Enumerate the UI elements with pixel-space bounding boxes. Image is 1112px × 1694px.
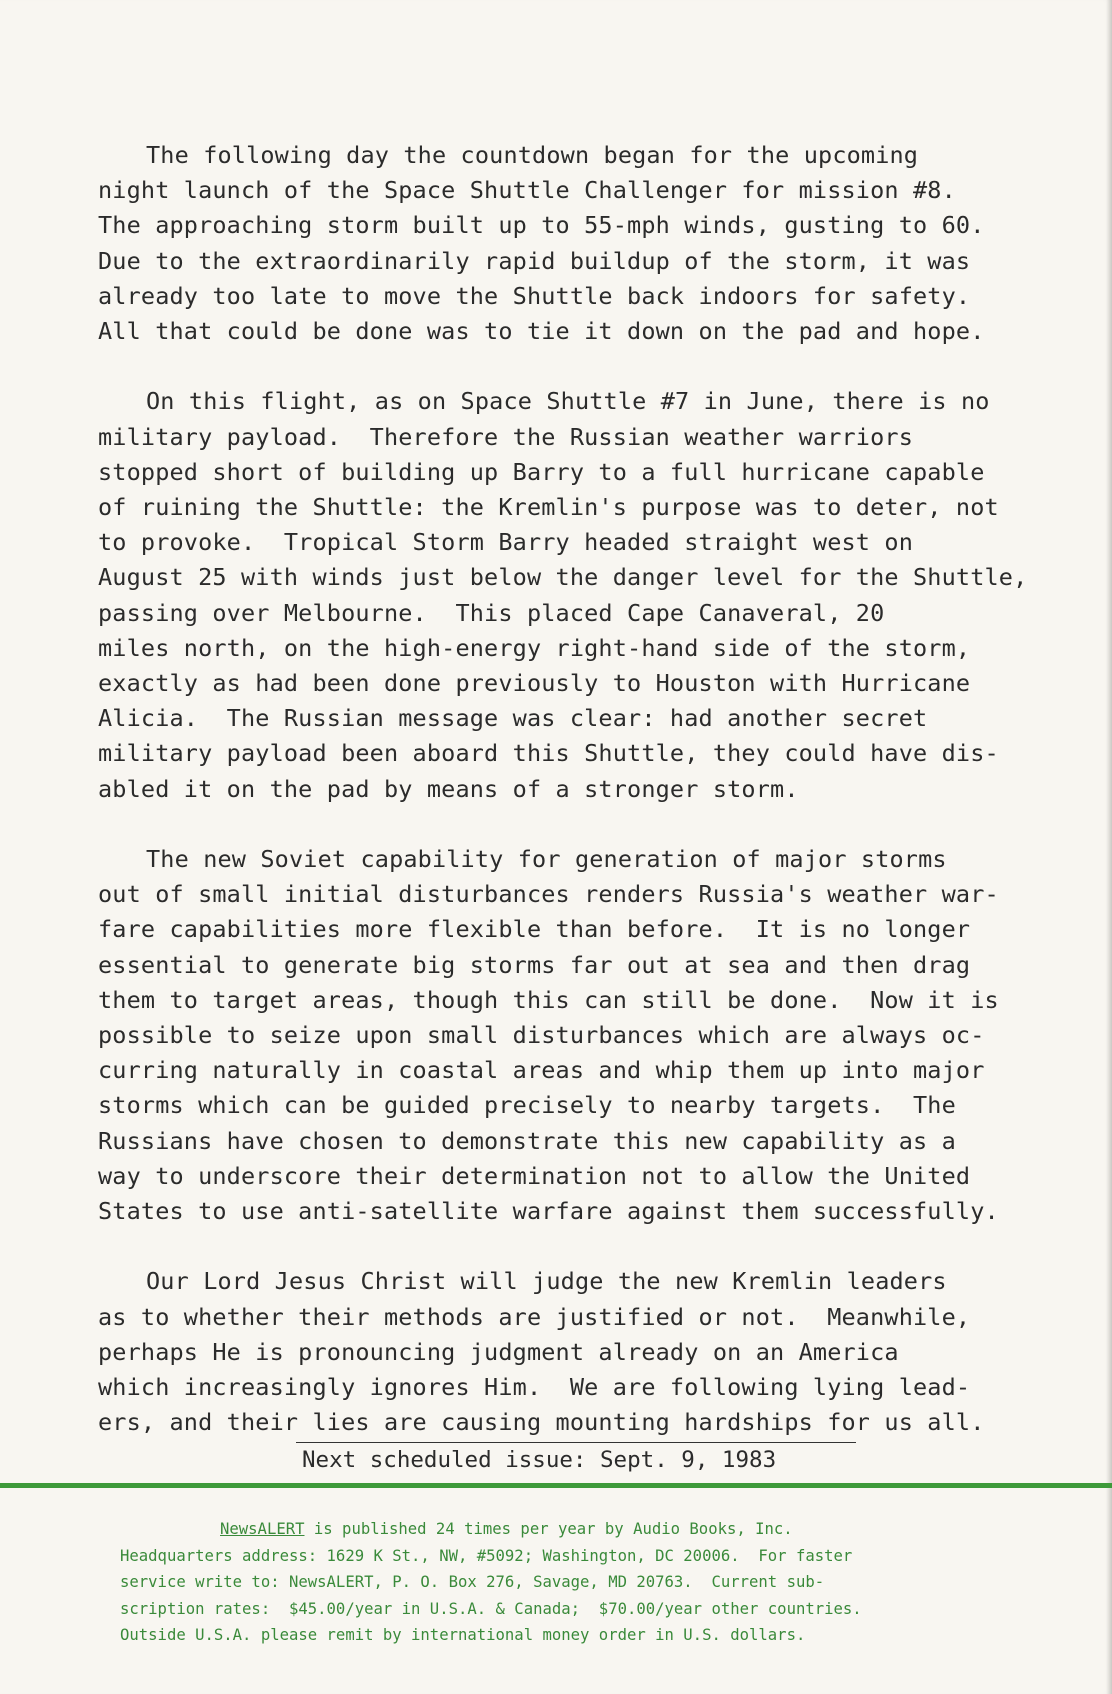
footer-line: Outside U.S.A. please remit by international money order in U.S. dollars.: [120, 1626, 806, 1644]
text-line: ers, and their lies are causing mounting hardships for us all.: [98, 1408, 985, 1437]
text-line: On this flight, as on Space Shuttle #7 in June, there is no: [146, 387, 990, 416]
text-line: to provoke. Tropical Storm Barry headed straight west on: [98, 528, 913, 557]
page-edge-shadow: [1106, 0, 1112, 1694]
text-line: Our Lord Jesus Christ will judge the new Kremlin leaders: [146, 1267, 947, 1296]
paragraph-3: [98, 842, 1068, 1229]
text-line: military payload been aboard this Shuttle, they could have dis-: [98, 739, 999, 768]
next-issue-notice: Next scheduled issue: Sept. 9, 1983: [296, 1442, 856, 1473]
text-line: which increasingly ignores Him. We are following lying lead-: [98, 1373, 971, 1402]
text-line: Russians have chosen to demonstrate this new capability as a: [98, 1126, 956, 1155]
text-line: miles north, on the high-energy right-hand side of the storm,: [98, 633, 971, 662]
text-line: of ruining the Shuttle: the Kremlin's purpose was to deter, not: [98, 493, 999, 522]
text-line: The approaching storm built up to 55-mph winds, gusting to 60.: [98, 211, 985, 240]
text-line: night launch of the Space Shuttle Challenger for mission #8.: [98, 176, 956, 205]
paragraph-1: [98, 138, 1068, 349]
text-line: storms which can be guided precisely to nearby targets. The: [98, 1091, 956, 1120]
text-line: The following day the countdown began for the upcoming: [146, 141, 919, 169]
article-body: [98, 138, 1068, 1476]
text-line: Due to the extraordinarily rapid buildup of the storm, it was: [98, 246, 971, 275]
footer-line: scription rates: $45.00/year in U.S.A. & Canada; $70.00/year other countries.: [120, 1599, 862, 1618]
text-line: as to whether their methods are justified or not. Meanwhile,: [98, 1302, 971, 1331]
text-line: military payload. Therefore the Russian weather warriors: [98, 422, 913, 451]
text-line: already too late to move the Shuttle back indoors for safety.: [98, 281, 971, 310]
text-line: way to underscore their determination not to allow the United: [98, 1161, 971, 1190]
paragraph-4: [98, 1264, 1068, 1440]
text-line: States to use anti-satellite warfare against them successfully.: [98, 1197, 999, 1226]
text-line: abled it on the pad by means of a stronger storm.: [98, 774, 799, 803]
text-line: them to target areas, though this can still be done. Now it is: [98, 985, 999, 1014]
publication-footer: [120, 1516, 1040, 1649]
footer-text: is published 24 times per year by Audio Books, Inc.: [304, 1520, 793, 1538]
text-line: essential to generate big storms far out at sea and then drag: [98, 950, 971, 979]
footer-line: Headquarters address: 1629 K St., NW, #5092; Washington, DC 20006. For faster: [120, 1546, 853, 1565]
green-divider: [0, 1483, 1112, 1488]
footer-line: service write to: NewsALERT, P. O. Box 276, Savage, MD 20763. Current sub-: [120, 1573, 825, 1591]
paragraph-2: [98, 384, 1068, 806]
text-line: All that could be done was to tie it down on the pad and hope.: [98, 317, 985, 346]
text-line: August 25 with winds just below the danger level for the Shuttle,: [98, 563, 1028, 592]
footer-line: [120, 1516, 1040, 1543]
text-line: fare capabilities more flexible than before. It is no longer: [98, 915, 971, 944]
publication-name: NewsALERT: [220, 1520, 305, 1538]
text-line: perhaps He is pronouncing judgment already on an America: [98, 1337, 899, 1366]
text-line: out of small initial disturbances renders Russia's weather war-: [98, 880, 999, 909]
text-line: Alicia. The Russian message was clear: had another secret: [98, 704, 928, 733]
text-line: passing over Melbourne. This placed Cape Canaveral, 20: [98, 598, 885, 627]
text-line: The new Soviet capability for generation of major storms: [146, 845, 947, 874]
text-line: curring naturally in coastal areas and whip them up into major: [98, 1056, 985, 1085]
text-line: stopped short of building up Barry to a full hurricane capable: [98, 457, 985, 486]
text-line: exactly as had been done previously to Houston with Hurricane: [98, 669, 971, 698]
text-line: possible to seize upon small disturbances which are always oc-: [98, 1021, 985, 1050]
